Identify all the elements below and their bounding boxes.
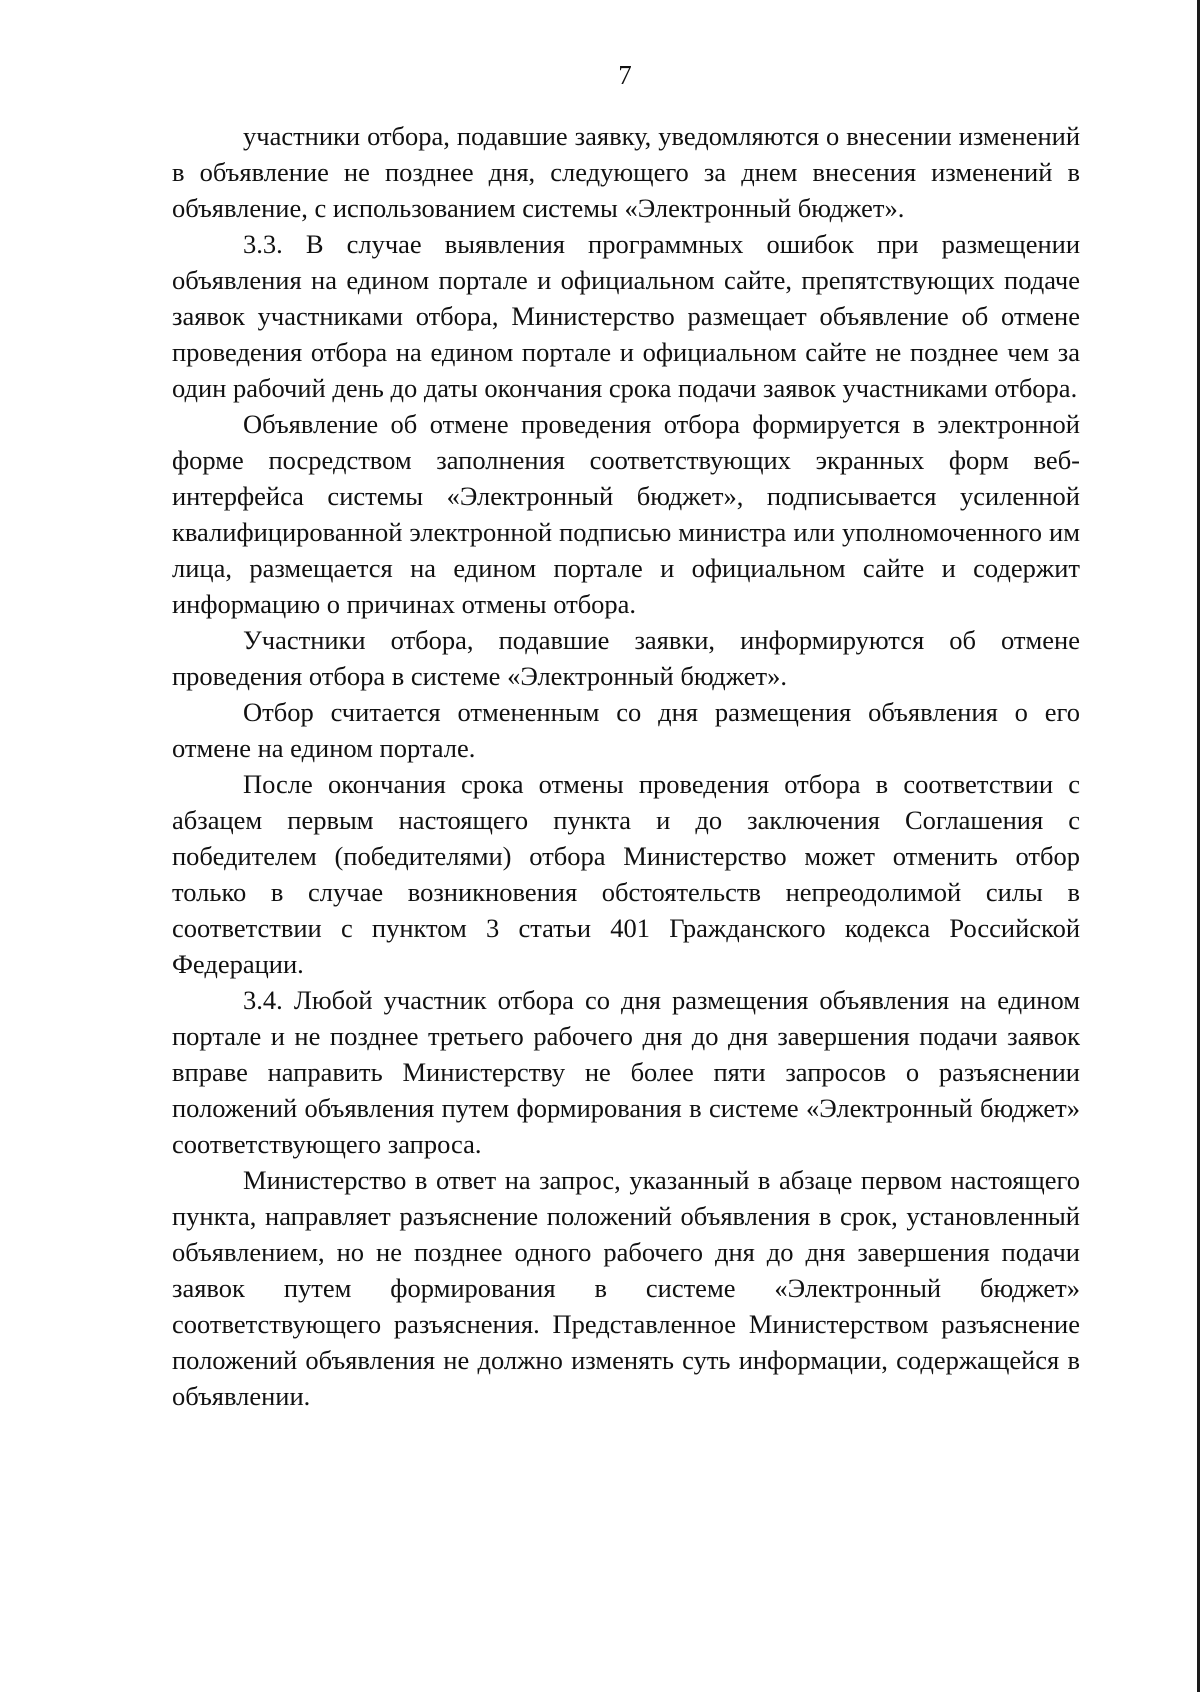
paragraph-3-4-clarification-requests: 3.4. Любой участник отбора со дня размещения объявления на едином портале и не позднее третьего рабочего дня до дня завершения подачи заявок вправе направить Министерству не более пяти запросов о разъяснении положений объявления путем формирования в системе «Электронный бюджет» соответствующего запроса.: [172, 985, 1080, 1159]
paragraph-ministry-response: Министерство в ответ на запрос, указанный в абзаце первом настоящего пункта, направляет разъяснение положений объявления в срок, установленный объявлением, но не позднее одного рабочего дня до дня завершения подачи заявок путем формирования в системе «Электронный бюджет» соответствующего разъяснения. Представленное Министерством разъяснение положений объявления не должно изменять суть информации, содержащейся в объявлении.: [172, 1165, 1080, 1411]
paragraph-participants-informed: Участники отбора, подавшие заявки, информируются об отмене проведения отбора в системе «Электронный бюджет».: [172, 625, 1080, 691]
paragraph-force-majeure: После окончания срока отмены проведения отбора в соответствии с абзацем первым настоящего пункта и до заключения Соглашения с победителем (победителями) отбора Министерство может отменить отбор только в случае возникновения обстоятельств непреодолимой силы в соответствии с пунктом 3 статьи 401 Гражданского кодекса Российской Федерации.: [172, 769, 1080, 979]
paragraph-selection-cancelled: Отбор считается отмененным со дня размещения объявления о его отмене на едином портале.: [172, 697, 1080, 763]
paragraph-cancellation-announcement: Объявление об отмене проведения отбора формируется в электронной форме посредством заполнения соответствующих экранных форм веб-интерфейса системы «Электронный бюджет», подписывается усиленной квалифицированной электронной подписью министра или уполномоченного им лица, размещается на едином портале и официальном сайте и содержит информацию о причинах отмены отбора.: [172, 409, 1080, 619]
document-body: [172, 118, 1080, 1414]
paragraph-notification-continuation: участники отбора, подавшие заявку, уведомляются о внесении изменений в объявление не позднее дня, следующего за днем внесения изменений в объявление, с использованием системы «Электронный бюджет».: [172, 121, 1080, 223]
page-number: 7: [618, 60, 632, 90]
paragraph-3-3-cancellation-errors: 3.3. В случае выявления программных ошибок при размещении объявления на едином портале и официальном сайте, препятствующих подаче заявок участниками отбора, Министерство размещает объявление об отмене проведения отбора на едином портале и официальном сайте не позднее чем за один рабочий день до даты окончания срока подачи заявок участниками отбора.: [172, 229, 1080, 403]
